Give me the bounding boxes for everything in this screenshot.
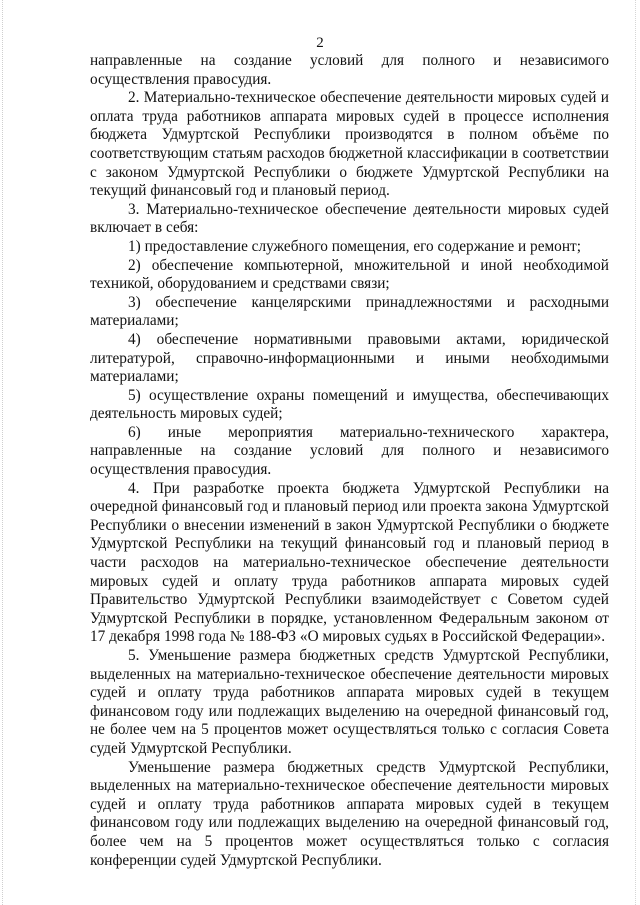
scan-edge-right — [635, 0, 637, 905]
paragraph-item-4: 4. При разработке проекта бюджета Удмуртской Республики на очередной финансовый год и плановый период или проекта закона Удмуртской Республики о внесении изменений в закон Удмуртской Республики о бюджете Удмуртской Республики на текущий финансовый год и плановый период в части расходов на материально-техническое обеспечение деятельности мировых судей и оплату труда работников аппарата мировых судей Правительство Удмуртской Республики взаимодействует с Советом судей Удмуртской Республики в порядке, установленном Федеральным законом от 17 декабря 1998 года № 188-ФЗ «О мировых судьях в Российской Федерации». — [90, 479, 609, 646]
paragraph-reduction-over-5-percent: Уменьшение размера бюджетных средств Удмуртской Республики, выделенных на материально-техническое обеспечение деятельности мировых судей и оплату труда работников аппарата мировых судей в текущем финансовом году или подлежащих выделению на очередной финансовый год, более чем на 5 процентов может осуществляться только с согласия конференции судей Удмуртской Республики. — [90, 758, 609, 869]
list-item-3: 3) обеспечение канцелярскими принадлежностями и расходными материалами; — [90, 293, 609, 330]
paragraph-continuation: направленные на создание условий для полного и независимого осуществления правосудия. — [90, 52, 609, 88]
list-item-6: 6) иные мероприятия материально-технического характера, направленные на создание условий для полного и независимого осуществления правосудия. — [90, 423, 609, 479]
paragraph-item-2: 2. Материально-техническое обеспечение деятельности мировых судей и оплата труда работников аппарата мировых судей в процессе исполнения бюджета Удмуртской Республики производятся в полном объёме по соответствующим статьям расходов бюджетной классификации в соответствии с законом Удмуртской Республики о бюджете Удмуртской Республики на текущий финансовый год и плановый период. — [90, 89, 609, 200]
list-item-1: 1) предоставление служебного помещения, его содержание и ремонт; — [128, 237, 581, 255]
document-body — [90, 52, 609, 870]
scan-edge-left — [2, 0, 4, 905]
list-item-4: 4) обеспечение нормативными правовыми актами, юридической литературой, справочно-информационными и иными необходимыми материалами; — [90, 330, 609, 386]
list-item-5: 5) осуществление охраны помещений и имущества, обеспечивающих деятельность мировых судей; — [90, 386, 609, 423]
paragraph-item-5: 5. Уменьшение размера бюджетных средств Удмуртской Республики, выделенных на материально-техническое обеспечение деятельности мировых судей и оплату труда работников аппарата мировых судей в текущем финансовом году или подлежащих выделению на очередной финансовый год, не более чем на 5 процентов может осуществляться только с согласия Совета судей Удмуртской Республики. — [90, 647, 609, 757]
list-item-2: 2) обеспечение компьютерной, множительной и иной необходимой техникой, оборудованием и средствами связи; — [90, 256, 609, 293]
page-number: 2 — [316, 35, 324, 51]
paragraph-item-3: 3. Материально-техническое обеспечение деятельности мировых судей включает в себя: — [90, 200, 609, 237]
